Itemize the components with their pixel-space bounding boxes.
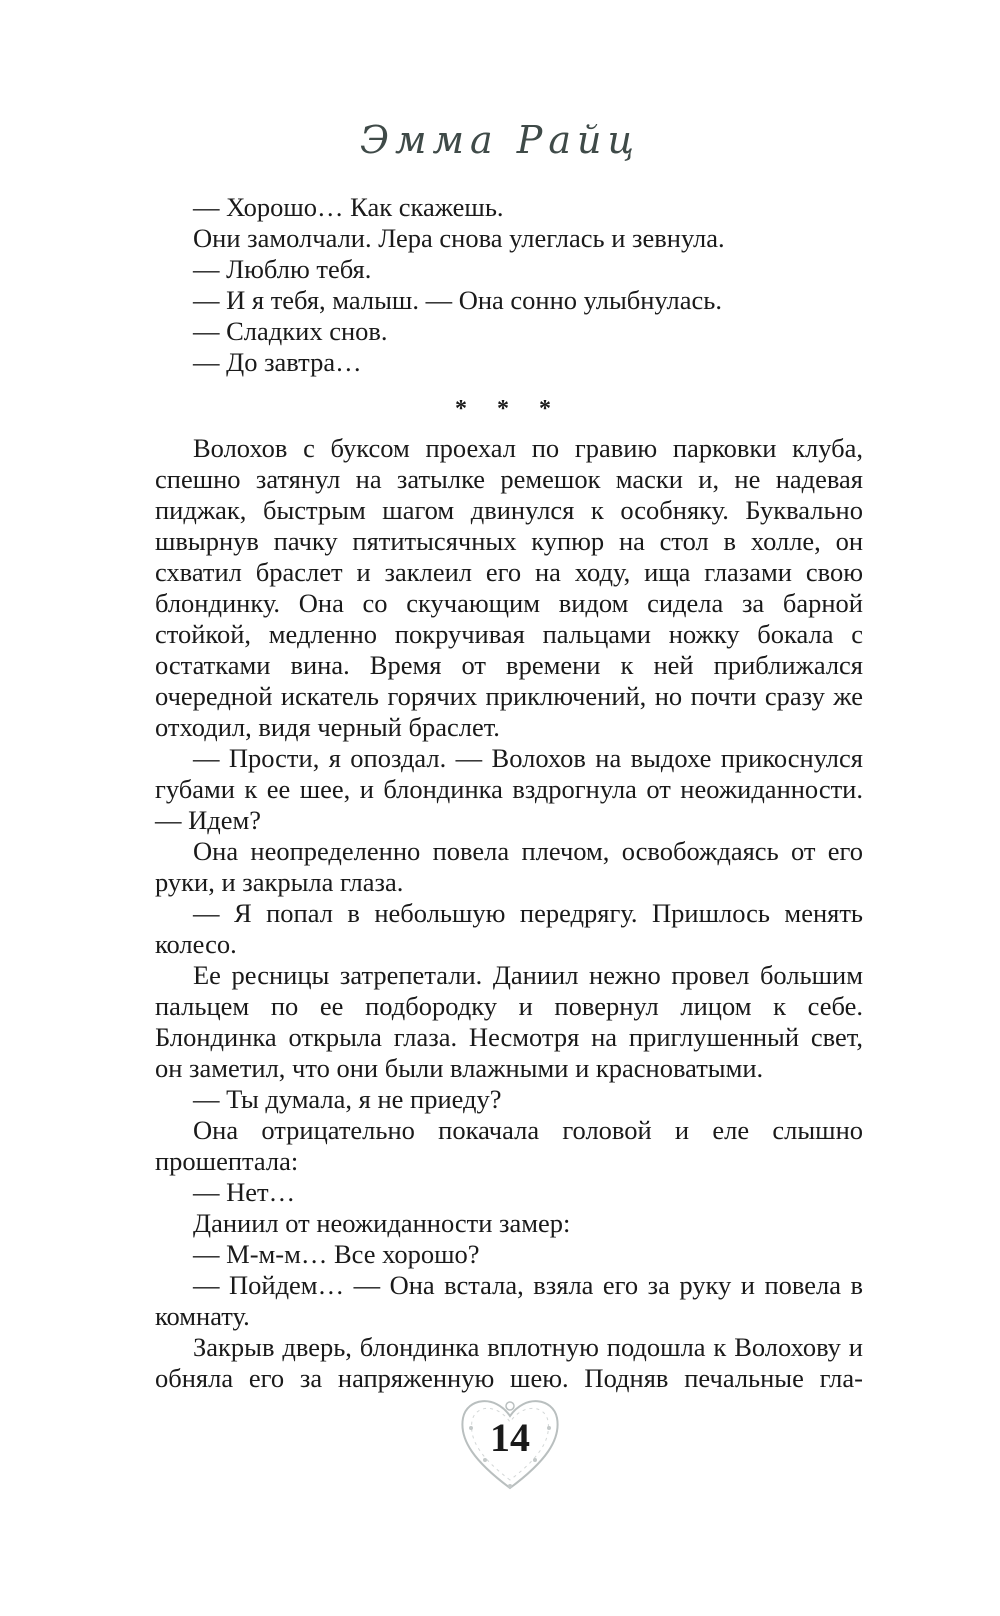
paragraph: Закрыв дверь, блондинка вплотную подошла к Волохову и обняла его за напряженную шею. Подняв печальные гла- xyxy=(155,1332,863,1393)
section-separator: * * * xyxy=(455,396,563,422)
paragraph: — Сладких снов. xyxy=(193,316,388,346)
paragraph: Волохов с буксом проехал по гравию парковки клуба, спешно затянул на затылке ремешок маски и, не надевая пиджак, быстрым шагом двинулся к особняку. Буквально швырнув пачку пятитысячных купюр на стол в холле, он схватил браслет и заклеил его на ходу, ища глазами свою блондинку. Она со скучающим видом сидела за барной стойкой, медленно покручивая пальцами ножку бокала с остатками вина. Время от времени к ней приближался очередной искатель горячих приключений, но почти сразу же отходил, видя черный браслет. xyxy=(155,433,863,742)
paragraph: — Прости, я опоздал. — Волохов на выдохе прикоснулся губами к ее шее, и блондинка вздрогнула от неожиданности. — Идем? xyxy=(155,743,863,835)
paragraph: — Пойдем… — Она встала, взяла его за руку и повела в комнату. xyxy=(155,1270,863,1331)
paragraph: — Ты думала, я не приеду? xyxy=(193,1084,502,1114)
page-footer xyxy=(455,1388,565,1496)
paragraph: Она неопределенно повела плечом, освобождаясь от его руки, и закрыла глаза. xyxy=(155,836,863,897)
running-head: Эмма Райц xyxy=(359,118,641,162)
paragraph: — До завтра… xyxy=(193,347,362,377)
page-number: 14 xyxy=(490,1415,530,1460)
paragraph: — М-м-м… Все хорошо? xyxy=(193,1239,480,1269)
paragraph: — И я тебя, малыш. — Она сонно улыбнулась. xyxy=(193,285,722,315)
paragraph: Ее ресницы затрепетали. Даниил нежно провел большим пальцем по ее подбородку и повернул лицом к себе. Блондинка открыла глаза. Несмотря на приглушенный свет, он заметил, что они были влажными и красноватыми. xyxy=(155,960,863,1083)
paragraph: — Люблю тебя. xyxy=(193,254,372,284)
paragraph: — Нет… xyxy=(193,1177,296,1207)
body-text xyxy=(155,192,863,1394)
paragraph: Они замолчали. Лера снова улеглась и зевнула. xyxy=(193,223,725,253)
paragraph: Она отрицательно покачала головой и еле слышно прошептала: xyxy=(155,1115,863,1176)
paragraph: — Я попал в небольшую передрягу. Пришлось менять колесо. xyxy=(155,898,863,959)
paragraph: Даниил от неожиданности замер: xyxy=(193,1208,571,1238)
paragraph: — Хорошо… Как скажешь. xyxy=(193,192,504,222)
